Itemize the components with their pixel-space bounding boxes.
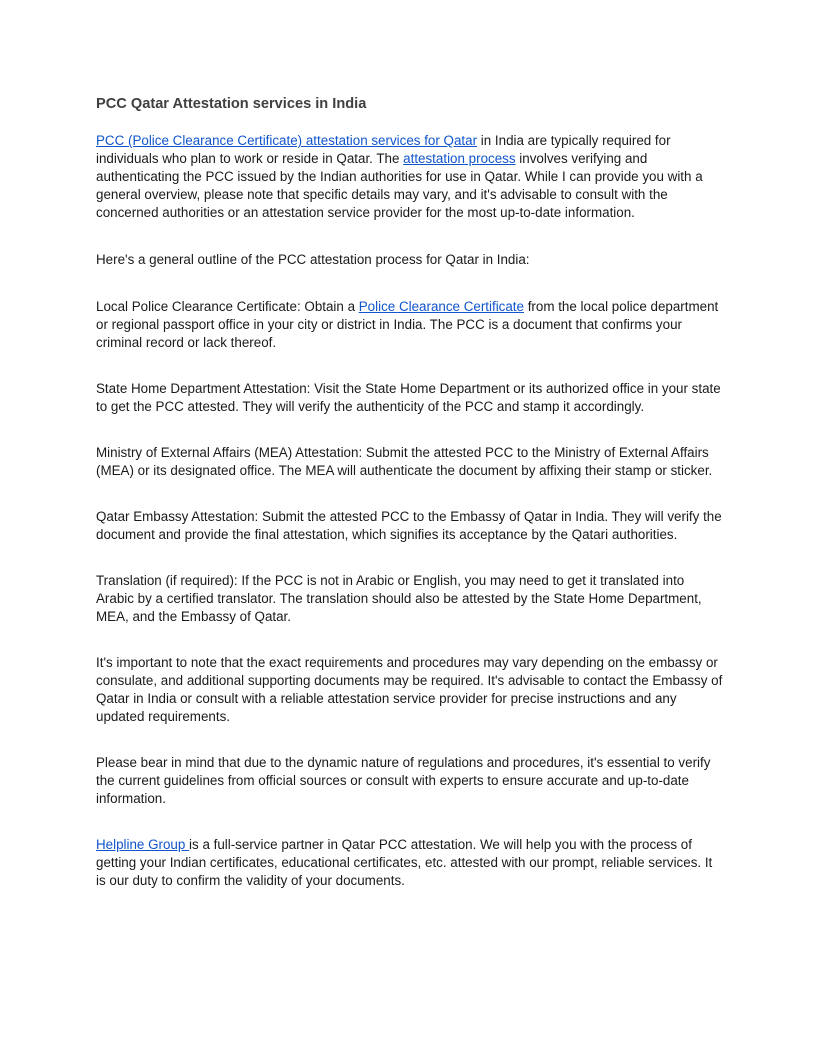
police-clearance-certificate-link[interactable]: Police Clearance Certificate — [358, 299, 524, 314]
closing-paragraph — [96, 836, 724, 890]
intro-text-1: in India are typically required for individuals who plan to work or reside in Qatar. The — [96, 133, 671, 166]
step-qatar-embassy: Qatar Embassy Attestation: Submit the attested PCC to the Embassy of Qatar in India. They will verify the document and provide the final attestation, which signifies its acceptance by the Qatari authorities. — [96, 509, 722, 542]
intro-text-2: involves verifying and authenticating the PCC issued by the Indian authorities for use in Qatar. While I can provide you with a general overview, please note that specific details may vary, and it's advisable to consult with the concerned authorities or an attestation service provider for the most up-to-date information. — [96, 151, 703, 220]
step-mea-attestation: Ministry of External Affairs (MEA) Attestation: Submit the attested PCC to the Ministry of External Affairs (MEA) or its designated office. The MEA will authenticate the document by affixing their stamp or sticker. — [96, 445, 713, 478]
step1-text-2: from the local police department or regional passport office in your city or district in India. The PCC is a document that confirms your criminal record or lack thereof. — [96, 299, 719, 350]
step-local-police-clearance — [96, 298, 724, 352]
step1-text-1: Local Police Clearance Certificate: Obtain a — [96, 299, 359, 314]
document-page — [96, 94, 724, 890]
intro-paragraph — [96, 132, 724, 222]
closing-text: is a full-service partner in Qatar PCC attestation. We will help you with the process of getting your Indian certificates, educational certificates, etc. attested with our prompt, reliable services. It is our duty to confirm the validity of your documents. — [96, 837, 713, 888]
step-translation: Translation (if required): If the PCC is not in Arabic or English, you may need to get it translated into Arabic by a certified translator. The translation should also be attested by the State Home Department, MEA, and the Embassy of Qatar. — [96, 573, 702, 624]
attestation-process-link[interactable]: attestation process — [403, 151, 516, 166]
page-title: PCC Qatar Attestation services in India — [96, 96, 367, 112]
helpline-group-link[interactable]: Helpline Group — [96, 837, 190, 852]
step-state-home-department: State Home Department Attestation: Visit the State Home Department or its authorized office in your state to get the PCC attested. They will verify the authenticity of the PCC and stamp it accordingly. — [96, 381, 721, 414]
note-requirements: It's important to note that the exact requirements and procedures may vary depending on the embassy or consulate, and additional supporting documents may be required. It's advisable to contact the Embassy of Qatar in India or consult with a reliable attestation service provider for precise instructions and any updated requirements. — [96, 655, 723, 724]
pcc-attestation-qatar-link[interactable]: PCC (Police Clearance Certificate) attestation services for Qatar — [96, 133, 478, 148]
outline-paragraph: Here's a general outline of the PCC attestation process for Qatar in India: — [96, 252, 530, 267]
note-dynamic-regulations: Please bear in mind that due to the dynamic nature of regulations and procedures, it's essential to verify the current guidelines from official sources or consult with experts to ensure accurate and up-to-date information. — [96, 755, 711, 806]
